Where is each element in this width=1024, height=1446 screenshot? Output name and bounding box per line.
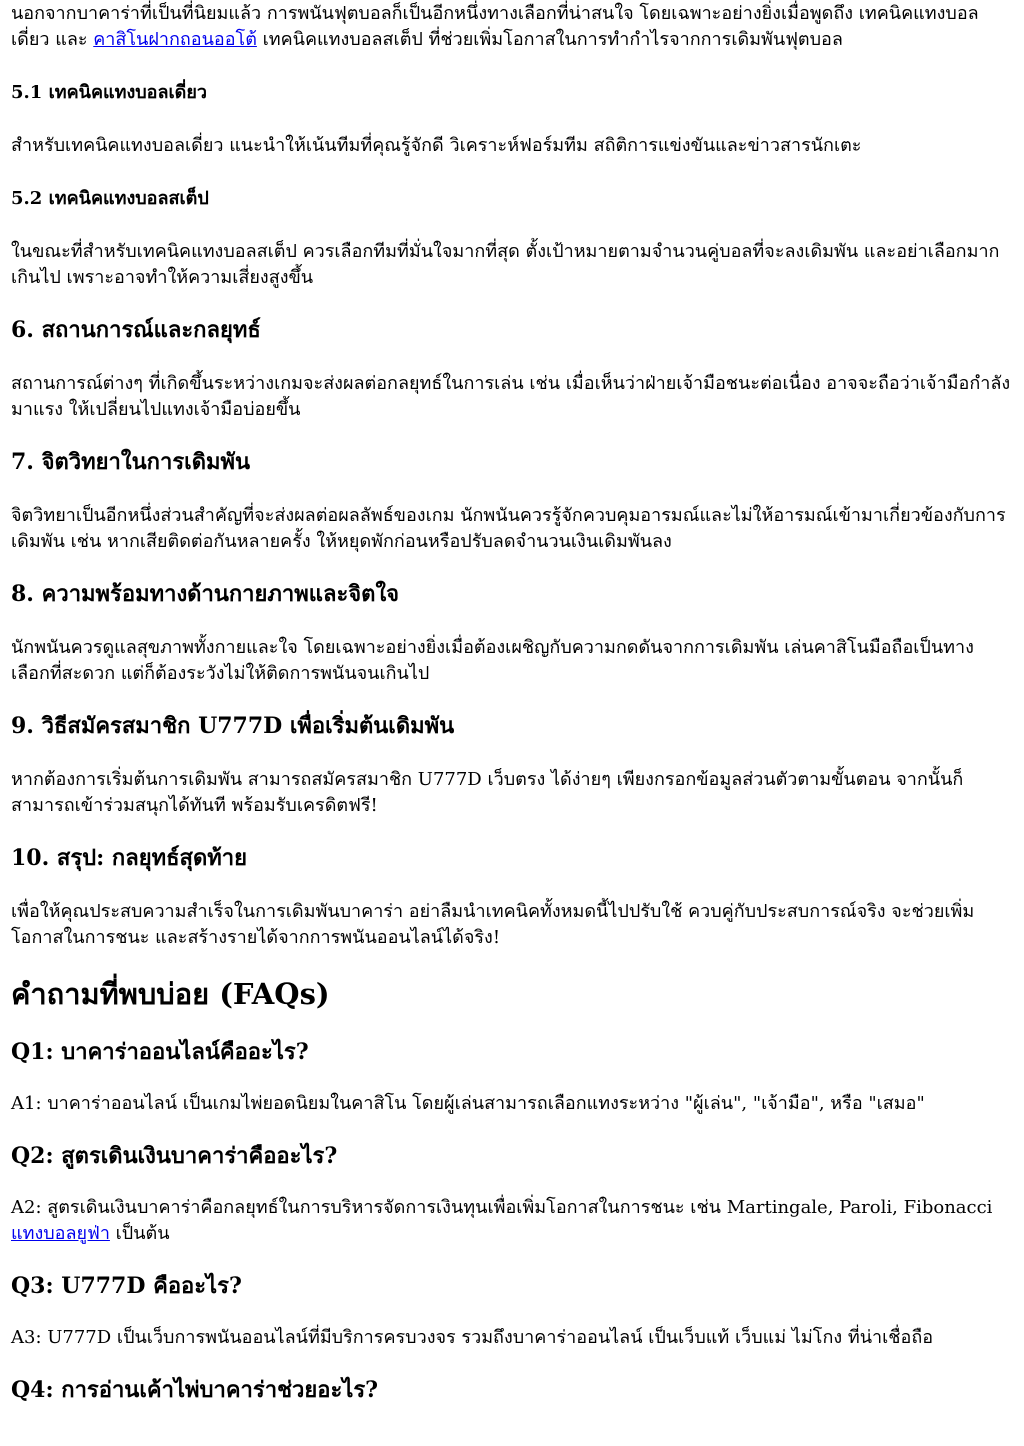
heading-10: 10. สรุป: กลยุทธ์สุดท้าย [11,845,248,871]
faq-q4: Q4: การอ่านเค้าไพ่บาคาร่าช่วยอะไร? [11,1377,379,1403]
intro-text-b: เทคนิคแทงบอลสเต็ป ที่ช่วยเพิ่มโอกาสในการทำกำไรจากการเดิมพันฟุตบอล [256,29,843,50]
heading-8: 8. ความพร้อมทางด้านกายภาพและจิตใจ [11,581,400,607]
faq-a2-tail: เป็นต้น [109,1223,170,1244]
heading-6: 6. สถานการณ์และกลยุทธ์ [11,317,261,343]
intro-text-a: นอกจากบาคาร่าที่เป็นที่นิยมแล้ว การพนันฟุตบอลก็เป็นอีกหนึ่งทางเลือกที่น่าสนใจ โดยเฉพาะอย่างยิ่งเมื่อพูดถึง เทคนิคแทงบอลเดี่ยว และ [11,3,979,50]
paragraph-5-2: ในขณะที่สำหรับเทคนิคแทงบอลสเต็ป ควรเลือกทีมที่มั่นใจมากที่สุด ตั้งเป้าหมายตามจำนวนคู่บอลที่จะลงเดิมพัน และอย่าเลือกมากเกินไป เพราะอาจทำให้ความเสี่ยงสูงขึ้น [11,241,1000,288]
faq-a2-text: A2: สูตรเดินเงินบาคาร่าคือกลยุทธ์ในการบริหารจัดการเงินทุนเพื่อเพิ่มโอกาสในการชนะ เช่น Martingale, Paroli, Fibonacci [11,1197,993,1218]
faq-a2 [11,1195,1012,1247]
uefa-betting-link[interactable]: แทงบอลยูฟ่า [11,1223,110,1244]
heading-5-1: 5.1 เทคนิคแทงบอลเดี่ยว [11,82,208,103]
heading-5-2: 5.2 เทคนิคแทงบอลสเต็ป [11,188,209,209]
intro-paragraph [11,0,1012,53]
paragraph-6: สถานการณ์ต่างๆ ที่เกิดขึ้นระหว่างเกมจะส่งผลต่อกลยุทธ์ในการเล่น เช่น เมื่อเห็นว่าฝ่ายเจ้ามือชนะต่อเนื่อง อาจจะถือว่าเจ้ามือกำลังมาแรง ให้เปลี่ยนไปแทงเจ้ามือบ่อยขึ้น [11,373,1011,420]
heading-9: 9. วิธีสมัครสมาชิก U777D เพื่อเริ่มต้นเดิมพัน [11,713,455,739]
faq-q3: Q3: U777D คืออะไร? [11,1273,242,1299]
paragraph-8: นักพนันควรดูแลสุขภาพทั้งกายและใจ โดยเฉพาะอย่างยิ่งเมื่อต้องเผชิญกับความกดดันจากการเดิมพัน เล่นคาสิโนมือถือเป็นทางเลือกที่สะดวก แต่ก็ต้องระวังไม่ให้ติดการพนันจนเกินไป [11,637,974,684]
paragraph-7: จิตวิทยาเป็นอีกหนึ่งส่วนสำคัญที่จะส่งผลต่อผลลัพธ์ของเกม นักพนันควรรู้จักควบคุมอารมณ์และไม่ให้อารมณ์เข้ามาเกี่ยวข้องกับการเดิมพัน เช่น หากเสียติดต่อกันหลายครั้ง ให้หยุดพักก่อนหรือปรับลดจำนวนเงินเดิมพันลง [11,505,1006,552]
faq-title: คำถามที่พบบ่อย (FAQs) [11,977,330,1011]
faq-q1: Q1: บาคาร่าออนไลน์คืออะไร? [11,1039,309,1065]
heading-7: 7. จิตวิทยาในการเดิมพัน [11,449,251,475]
paragraph-10: เพื่อให้คุณประสบความสำเร็จในการเดิมพันบาคาร่า อย่าลืมนำเทคนิคทั้งหมดนี้ไปปรับใช้ ควบคู่กับประสบการณ์จริง จะช่วยเพิ่มโอกาสในการชนะ และสร้างรายได้จากการพนันออนไลน์ได้จริง! [11,901,975,948]
faq-a3: A3: U777D เป็นเว็บการพนันออนไลน์ที่มีบริการครบวงจร รวมถึงบาคาร่าออนไลน์ เป็นเว็บแท้ เว็บแม่ ไม่โกง ที่น่าเชื่อถือ [11,1327,934,1348]
casino-auto-deposit-link[interactable]: คาสิโนฝากถอนออโต้ [93,29,257,50]
faq-a1: A1: บาคาร่าออนไลน์ เป็นเกมไพ่ยอดนิยมในคาสิโน โดยผู้เล่นสามารถเลือกแทงระหว่าง "ผู้เล่น", "เจ้ามือ", หรือ "เสมอ" [11,1093,925,1114]
paragraph-9: หากต้องการเริ่มต้นการเดิมพัน สามารถสมัครสมาชิก U777D เว็บตรง ได้ง่ายๆ เพียงกรอกข้อมูลส่วนตัวตามขั้นตอน จากนั้นก็สามารถเข้าร่วมสนุกได้ทันที พร้อมรับเครดิตฟรี! [11,769,964,816]
paragraph-5-1: สำหรับเทคนิคแทงบอลเดี่ยว แนะนำให้เน้นทีมที่คุณรู้จักดี วิเคราะห์ฟอร์มทีม สถิติการแข่งขันและข่าวสารนักเตะ [11,135,862,156]
faq-q2: Q2: สูตรเดินเงินบาคาร่าคืออะไร? [11,1143,338,1169]
